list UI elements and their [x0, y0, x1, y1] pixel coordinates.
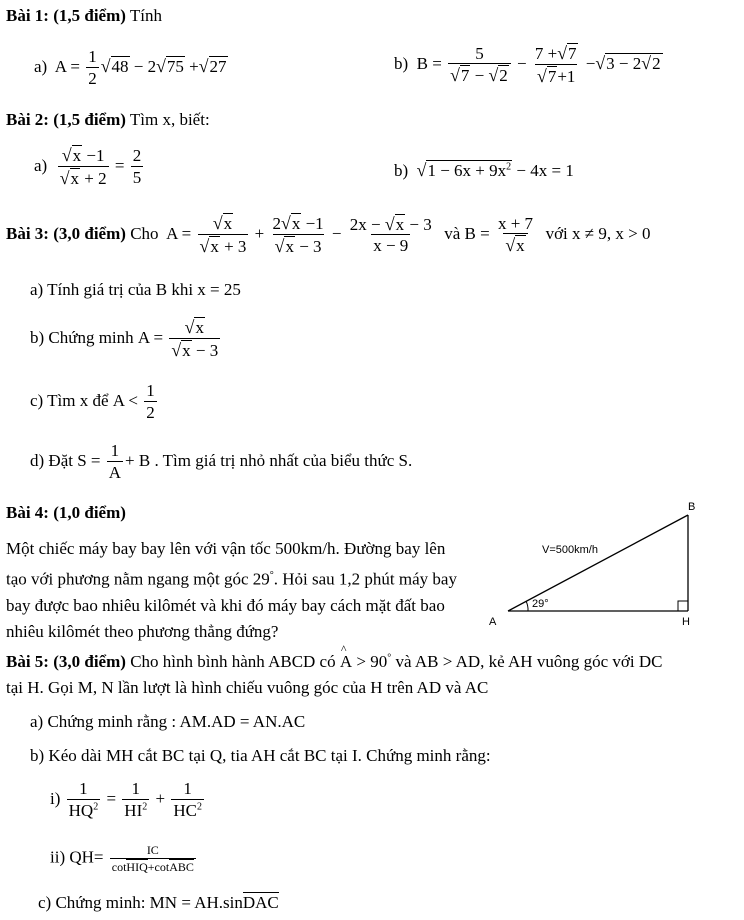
b4-problem-text: Một chiếc máy bay bay lên với vận tốc 500km/h. Đường bay lên tạo với phương nằm ngang một góc 29°. Hỏi sau 1,2 phút máy bay bay được bao nhiêu kilômét và khi đó máy bay cách mặt đất bao nhiêu kilômét theo phương thẳng đứng? — [6, 539, 457, 642]
b1-part-a: a) A = $\frac{1}{2}$ √48 − 2√75 +√27 — [34, 47, 227, 88]
b2-part-a: a) $\frac{√x -1}{√x + 2}$ = $\frac{2}{5}$ — [34, 145, 142, 188]
b5-item-b: b) Kéo dài MH cắt BC tại Q, tia AH cắt BC tại I. Chứng minh rằng: — [30, 746, 491, 765]
vertex-a-label: A — [489, 616, 497, 628]
angle-arc — [526, 601, 528, 611]
speed-label: V=500km/h — [542, 544, 598, 556]
b5-line1: Bài 5: (3,0 điểm) Cho hình bình hành ABCD có ^ A > 90° và AB > AD, kẻ AH vuông góc với DC — [6, 642, 663, 671]
b3-item-d: d) Đặt S = $\frac{1}{A}$ + B . Tìm giá trị nhỏ nhất của biểu thức S. — [30, 441, 413, 482]
b5-item-c: c) Chứng minh: MN = AH.sinDAC — [38, 893, 279, 912]
vertex-b-label: B — [688, 501, 696, 513]
b5-item-ii: ii) QH= $\frac{IC}{\text{cotHIQ+cotABC}}$ — [50, 843, 194, 874]
b3-definition: Bài 3: (3,0 điểm) Cho A = $\frac{√x}{√x + 3}$ + $\frac{2√x -1}{√x - 3}$ − $\frac{2x - √x - 3}{x - 9}$ và B = $\frac{x + 7}{√x}$ với x ≠ 9, x > 0 — [6, 213, 651, 256]
b1-part-b: b) B = $\frac{5}{√7 - √2}$ − $\frac{7 +√7}{√7+1}$ −√3 − 2√2 — [394, 43, 661, 86]
triangle-figure — [484, 497, 704, 632]
b3-item-b: b) Chứng minh A = $\frac{√x}{√x - 3}$ — [30, 317, 219, 360]
hypotenuse-ab — [508, 515, 688, 611]
vertex-h-label: H — [682, 616, 690, 628]
angle-label: 29° — [532, 598, 549, 610]
right-angle-mark — [678, 601, 688, 611]
b1-title: Bài 1: (1,5 điểm) Tính — [6, 6, 162, 25]
b3-item-c: c) Tìm x để A < $\frac{1}{2}$ — [30, 381, 155, 422]
b5-line2: tại H. Gọi M, N lần lượt là hình chiếu vuông góc của H trên AD và AC — [6, 678, 489, 697]
b2-part-b: b) $√1 - 6x + 9x^2 - 4x = 1$ — [394, 160, 574, 180]
b5-item-i: i) $\frac{1}{HQ^2}$ = $\frac{1}{HI^2}$ + $\frac{1}{HC^2}$ — [50, 779, 202, 820]
b4-title: Bài 4: (1,0 điểm) — [6, 503, 126, 522]
b3-item-a: a) Tính giá trị của B khi x = 25 — [30, 280, 241, 299]
b5-item-a: a) Chứng minh rằng : AM.AD = AN.AC — [30, 712, 306, 731]
b2-title: Bài 2: (1,5 điểm) Tìm x, biết: — [6, 110, 210, 129]
